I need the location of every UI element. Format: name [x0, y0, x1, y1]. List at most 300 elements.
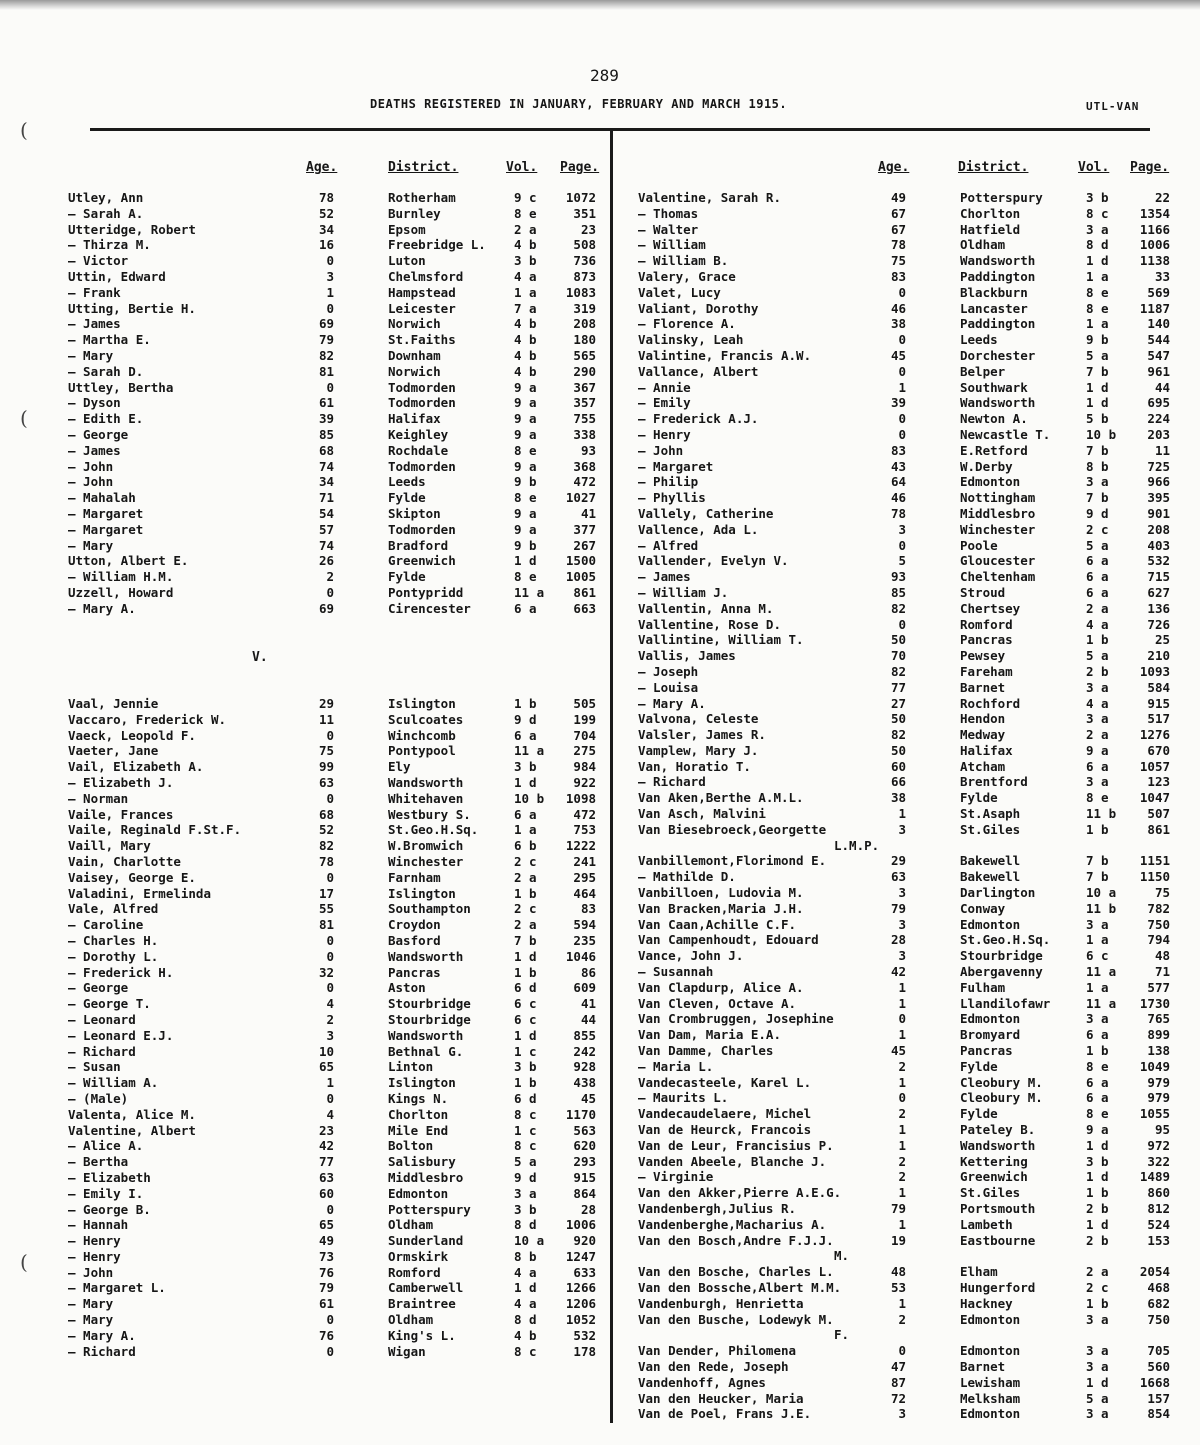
entry-volume: 3 a — [1086, 1406, 1109, 1422]
register-entry-row — [68, 933, 598, 949]
entry-age: 83 — [890, 268, 906, 284]
entry-volume: 1 d — [1086, 1216, 1109, 1232]
register-entry-row — [638, 1011, 1178, 1027]
entry-name: — Philip — [638, 474, 699, 490]
age-header: Age. — [306, 160, 338, 175]
entry-district: Croydon — [388, 917, 441, 933]
entry-volume: 3 a — [1086, 1343, 1109, 1359]
entry-name: Vandecaudelaere, Michel — [638, 1106, 812, 1122]
entry-volume: 2 b — [1086, 1232, 1109, 1248]
register-entry-row — [638, 696, 1178, 712]
entry-age: 71 — [318, 490, 334, 506]
entry-volume: 3 b — [514, 1201, 537, 1217]
entry-volume: 1 b — [1086, 821, 1109, 837]
entry-volume: 6 a — [1086, 569, 1109, 585]
entry-page: 2054 — [1139, 1264, 1170, 1280]
entry-volume: 3 a — [1086, 1358, 1109, 1374]
entry-volume: 2 c — [514, 901, 537, 917]
entry-page: 357 — [573, 395, 596, 411]
entry-age: 85 — [890, 584, 906, 600]
entry-volume: 8 d — [514, 1312, 537, 1328]
entry-age: 1 — [898, 1122, 906, 1138]
entry-volume: 1 a — [1086, 316, 1109, 332]
entry-name: — George — [68, 426, 129, 442]
register-entry-row — [68, 1233, 598, 1249]
entry-district: Winchester — [388, 853, 464, 869]
entry-district: Hatfield — [960, 221, 1021, 237]
entry-name: — Florence A. — [638, 316, 736, 332]
entry-volume: 1 b — [514, 885, 537, 901]
entry-page: 138 — [1147, 1043, 1170, 1059]
entry-volume: 8 e — [514, 490, 537, 506]
entry-name: — Margaret L. — [68, 1280, 166, 1296]
register-entry-row — [638, 1059, 1178, 1075]
entry-age: 50 — [890, 711, 906, 727]
entry-volume: 9 a — [514, 379, 537, 395]
entry-name: Van den Akker,Pierre A.E.G. — [638, 1185, 842, 1201]
entry-name: — William B. — [638, 253, 729, 269]
register-entry-row — [68, 427, 598, 443]
entry-district: Poole — [960, 537, 998, 553]
entry-district: Ely — [388, 759, 411, 775]
register-entry-row — [68, 601, 598, 617]
entry-page: 861 — [573, 584, 596, 600]
entry-district: St.Geo.H.Sq. — [388, 822, 479, 838]
entry-page: 464 — [573, 885, 596, 901]
register-entry-row — [638, 1343, 1178, 1359]
register-entry-row — [638, 838, 1178, 854]
entry-volume: 6 a — [1086, 584, 1109, 600]
entry-district: Fareham — [960, 663, 1013, 679]
register-entry-row — [68, 206, 598, 222]
entry-page: 715 — [1147, 569, 1170, 585]
entry-volume: 10 a — [1086, 885, 1117, 901]
entry-volume: 6 a — [1086, 1074, 1109, 1090]
entry-page: 695 — [1147, 395, 1170, 411]
entry-name: — George B. — [68, 1201, 151, 1217]
entry-page: 1049 — [1139, 1058, 1170, 1074]
entry-district: Farnham — [388, 869, 441, 885]
entry-volume: 11 a — [514, 584, 545, 600]
entry-name: Van de Leur, Francisius P. — [638, 1137, 834, 1153]
binding-hole-mark: ( — [20, 118, 28, 142]
entry-name: — Sarah A. — [68, 205, 144, 221]
entry-volume: 3 a — [1086, 1311, 1109, 1327]
entry-volume: 7 b — [1086, 490, 1109, 506]
entry-volume: 9 d — [514, 1169, 537, 1185]
entry-district: Islington — [388, 885, 456, 901]
entry-district: Middlesbro — [388, 1169, 464, 1185]
entry-volume: 2 a — [514, 869, 537, 885]
entry-name: Vanden Abeele, Blanche J. — [638, 1153, 827, 1169]
entry-name: — Richard — [68, 1343, 136, 1359]
entry-district: Chorlton — [960, 205, 1021, 221]
entry-age: 82 — [318, 838, 334, 854]
entry-name: — Alice A. — [68, 1138, 144, 1154]
register-entry-row — [68, 965, 598, 981]
entries-right — [638, 190, 1178, 1422]
entry-page: 855 — [573, 1027, 596, 1043]
entry-page: 753 — [573, 822, 596, 838]
entry-volume: 9 b — [1086, 332, 1109, 348]
entry-age: 45 — [890, 1043, 906, 1059]
entry-page: 505 — [573, 696, 596, 711]
entry-age: 1 — [898, 1027, 906, 1043]
entry-volume: 2 b — [1086, 663, 1109, 679]
entry-age: 93 — [890, 569, 906, 585]
entry-age: 2 — [898, 1106, 906, 1122]
entry-volume: 5 a — [1086, 347, 1109, 363]
register-entry-row — [638, 316, 1178, 332]
entry-page: 45 — [580, 1090, 596, 1106]
register-entry-row — [68, 775, 598, 791]
entry-page: 178 — [573, 1343, 596, 1359]
entry-page: 507 — [1147, 806, 1170, 822]
entry-age: 48 — [890, 1264, 906, 1280]
entry-name: Utteridge, Robert — [68, 221, 196, 237]
entry-name: — Thirza M. — [68, 237, 151, 253]
entry-age: 46 — [890, 490, 906, 506]
entry-age: 99 — [318, 759, 334, 775]
entry-age: 76 — [318, 1264, 334, 1280]
entry-district: Chorlton — [388, 1106, 449, 1122]
entry-page: 86 — [580, 964, 596, 980]
entry-age: 81 — [318, 917, 334, 933]
entry-age: 0 — [326, 253, 334, 269]
entry-name: — William A. — [68, 1075, 159, 1091]
entry-name: — Mary — [68, 1296, 114, 1312]
entry-age: 42 — [890, 964, 906, 980]
entry-age: 53 — [890, 1279, 906, 1295]
entry-age: 77 — [318, 1154, 334, 1170]
entry-page: 1222 — [565, 838, 596, 854]
entry-age: 78 — [318, 190, 334, 205]
entry-name: Utton, Albert E. — [68, 553, 189, 569]
register-entry-row — [638, 411, 1178, 427]
entry-page: 25 — [1154, 632, 1170, 648]
entry-age: 2 — [326, 1011, 334, 1027]
entry-age: 2 — [898, 1311, 906, 1327]
entry-page: 367 — [573, 379, 596, 395]
entry-page: 1005 — [565, 569, 596, 585]
register-entry-row — [638, 996, 1178, 1012]
entry-name: Van den Busche, Lodewyk M. — [638, 1311, 834, 1327]
entry-name: — Mary — [68, 1312, 114, 1328]
entry-page: 203 — [1147, 426, 1170, 442]
entry-district: St.Faiths — [388, 332, 456, 348]
entry-page: 136 — [1147, 600, 1170, 616]
entry-district: Keighley — [388, 426, 449, 442]
entry-page: 860 — [1147, 1185, 1170, 1201]
entry-page: 928 — [573, 1059, 596, 1075]
entry-name: Vallis, James — [638, 648, 736, 664]
entry-page: 961 — [1147, 363, 1170, 379]
entry-district: Kings N. — [388, 1090, 449, 1106]
register-entry-row — [638, 395, 1178, 411]
entry-name: — Louisa — [638, 679, 699, 695]
entry-age: 67 — [890, 221, 906, 237]
entry-page: 1052 — [565, 1312, 596, 1328]
entry-volume: 6 d — [514, 1090, 537, 1106]
entry-name: Van den Bossche,Albert M.M. — [638, 1279, 842, 1295]
register-entry-row — [638, 980, 1178, 996]
entry-age: 0 — [898, 537, 906, 553]
entry-page: 322 — [1147, 1153, 1170, 1169]
entry-district: Oldham — [960, 237, 1006, 253]
entry-page: 438 — [573, 1075, 596, 1091]
entry-page: 563 — [573, 1122, 596, 1138]
entry-page: 794 — [1147, 932, 1170, 948]
entry-page: 377 — [573, 521, 596, 537]
entry-page: 208 — [573, 316, 596, 332]
entry-age: 74 — [318, 537, 334, 553]
entry-volume: 1 d — [514, 1027, 537, 1043]
register-heading: DEATHS REGISTERED IN JANUARY, FEBRUARY AND MARCH 1915. — [370, 97, 788, 111]
entry-district: Wandsworth — [388, 948, 464, 964]
entry-age: 61 — [318, 395, 334, 411]
register-entry-row — [638, 332, 1178, 348]
entry-age: 79 — [890, 1201, 906, 1216]
entry-name: Vallintine, William T. — [638, 632, 804, 648]
entry-age: 0 — [898, 284, 906, 300]
entry-district: Nottingham — [960, 490, 1036, 506]
register-entry-row — [68, 1012, 598, 1028]
entry-page: 670 — [1147, 742, 1170, 758]
entry-district: Portsmouth — [960, 1201, 1036, 1216]
entry-page: 1170 — [565, 1106, 596, 1122]
entry-name: — Sarah D. — [68, 363, 144, 379]
entry-district: Cleobury M. — [960, 1090, 1043, 1106]
entry-district: Ormskirk — [388, 1248, 449, 1264]
entry-volume: 6 a — [1086, 553, 1109, 569]
entry-district: Hendon — [960, 711, 1006, 727]
page-header: Page. — [1130, 160, 1170, 175]
entry-name: Vandecasteele, Karel L. — [638, 1074, 812, 1090]
entry-volume: 3 a — [1086, 711, 1109, 727]
entry-name: — Mary A. — [68, 1327, 136, 1343]
register-entry-row — [638, 964, 1178, 980]
entry-age: 1 — [898, 1295, 906, 1311]
entry-age: 75 — [890, 253, 906, 269]
entry-district: Stourbridge — [960, 948, 1043, 964]
entry-age: 23 — [318, 1122, 334, 1138]
register-entry-row — [638, 348, 1178, 364]
entry-district: Fylde — [960, 1106, 998, 1122]
entry-name: — Emily I. — [68, 1185, 144, 1201]
entry-page: 1055 — [1139, 1106, 1170, 1122]
entry-district: Aston — [388, 980, 426, 996]
entry-age: 4 — [326, 996, 334, 1012]
entry-volume: 7 b — [1086, 869, 1109, 885]
entry-page: 1093 — [1139, 663, 1170, 679]
entry-age: 3 — [898, 1406, 906, 1422]
entry-page: 44 — [580, 1011, 596, 1027]
entry-name: Van Dender, Philomena — [638, 1343, 797, 1359]
register-entry-row — [68, 1249, 598, 1265]
entry-page: 633 — [573, 1264, 596, 1280]
register-entry-row — [68, 980, 598, 996]
register-entry-row — [68, 443, 598, 459]
entry-page: 750 — [1147, 916, 1170, 932]
register-entry-row — [638, 569, 1178, 585]
entry-page: 403 — [1147, 537, 1170, 553]
entry-name: Van Clapdurp, Alice A. — [638, 979, 804, 995]
entry-district: Wandsworth — [388, 1027, 464, 1043]
entry-page: 22 — [1154, 190, 1170, 205]
entry-page: 726 — [1147, 616, 1170, 632]
entry-page: 208 — [1147, 521, 1170, 537]
entry-page: 984 — [573, 759, 596, 775]
entry-district: Dorchester — [960, 347, 1036, 363]
entry-district: Pewsey — [960, 648, 1006, 664]
scan-top-edge — [0, 0, 1200, 10]
register-entry-row — [68, 854, 598, 870]
entry-age: 85 — [318, 426, 334, 442]
entry-page: 1098 — [565, 790, 596, 806]
entry-district: Pontypridd — [388, 584, 464, 600]
register-entry-row — [68, 759, 598, 775]
entry-district: Edmonton — [960, 1406, 1021, 1422]
entry-volume: 9 c — [514, 190, 537, 205]
entry-age: 54 — [318, 505, 334, 521]
entry-name: — Frederick H. — [68, 964, 174, 980]
entry-age: 79 — [318, 1280, 334, 1296]
entry-age: 32 — [318, 964, 334, 980]
binding-hole-mark: ( — [20, 1250, 28, 1274]
entry-name: — Victor — [68, 253, 129, 269]
entry-page: 95 — [1154, 1122, 1170, 1138]
entry-volume: 7 b — [1086, 853, 1109, 869]
entry-volume: 2 a — [1086, 1264, 1109, 1280]
entry-name: Vaile, Reginald F.St.F. — [68, 822, 242, 838]
register-entry-row — [638, 553, 1178, 569]
entry-page: 854 — [1147, 1406, 1170, 1422]
register-entry-row — [638, 1280, 1178, 1296]
entry-name: — John — [638, 442, 684, 458]
entry-page: 41 — [580, 996, 596, 1012]
entry-district: Greenwich — [388, 553, 456, 569]
entry-district: Bakewell — [960, 853, 1021, 869]
register-entry-row — [68, 696, 598, 712]
entry-age: 69 — [318, 600, 334, 616]
entry-district: Norwich — [388, 316, 441, 332]
entry-volume: 1 a — [514, 822, 537, 838]
entry-name: — Edith E. — [68, 411, 144, 427]
register-entry-row — [68, 1344, 598, 1360]
entry-name: — James — [68, 316, 121, 332]
entry-name: Van Damme, Charles — [638, 1043, 774, 1059]
entry-age: 68 — [318, 442, 334, 458]
entry-volume: 7 b — [1086, 363, 1109, 379]
entry-district: Chelmsford — [388, 268, 464, 284]
entry-district: Hackney — [960, 1295, 1013, 1311]
entry-age: 82 — [318, 347, 334, 363]
entry-volume: 8 c — [514, 1106, 537, 1122]
entry-page: 544 — [1147, 332, 1170, 348]
entry-name: — George T. — [68, 996, 151, 1012]
entry-page: 140 — [1147, 316, 1170, 332]
entry-age: 0 — [326, 948, 334, 964]
entry-volume: 3 b — [514, 1059, 537, 1075]
register-entry-row — [68, 506, 598, 522]
entry-name: — Dorothy L. — [68, 948, 159, 964]
entry-district: Blackburn — [960, 284, 1028, 300]
district-header: District. — [388, 160, 459, 175]
register-entry-row — [638, 190, 1178, 206]
entry-page: 1668 — [1139, 1374, 1170, 1390]
entry-volume: 6 b — [514, 838, 537, 854]
entry-district: Pancras — [960, 632, 1013, 648]
entry-district: Pancras — [388, 964, 441, 980]
entry-name: — Richard — [638, 774, 706, 790]
entry-volume: 3 a — [1086, 1011, 1109, 1027]
entry-volume: 3 b — [1086, 1153, 1109, 1169]
entry-volume: 1 d — [514, 553, 537, 569]
register-entry-row — [68, 1296, 598, 1312]
entry-name: Van Asch, Malvini — [638, 806, 766, 822]
entry-name: — Mahalah — [68, 490, 136, 506]
entry-volume: 9 a — [514, 411, 537, 427]
entry-name: Valentine, Sarah R. — [638, 190, 781, 205]
register-entry-row — [638, 632, 1178, 648]
entry-district: Eastbourne — [960, 1232, 1036, 1248]
entry-district: Romford — [388, 1264, 441, 1280]
register-entry-row — [68, 364, 598, 380]
entry-name: Uttin, Edward — [68, 268, 166, 284]
entry-age: 0 — [898, 1343, 906, 1359]
entry-age: 72 — [890, 1390, 906, 1406]
entry-name: Valinsky, Leah — [638, 332, 744, 348]
register-entry-row — [638, 1027, 1178, 1043]
entry-page: 560 — [1147, 1358, 1170, 1374]
entry-district: Salisbury — [388, 1154, 456, 1170]
entry-age: 38 — [890, 790, 906, 806]
entry-district: Wandsworth — [960, 395, 1036, 411]
register-entry-row — [638, 917, 1178, 933]
entry-name: — William — [638, 237, 706, 253]
register-entry-row — [68, 870, 598, 886]
entry-age: 79 — [890, 900, 906, 916]
register-entry-row — [68, 1186, 598, 1202]
entry-district: Edmonton — [960, 1343, 1021, 1359]
register-entry-row — [638, 806, 1178, 822]
entry-age: 27 — [890, 695, 906, 711]
entry-page: 812 — [1147, 1201, 1170, 1216]
entry-page: 1151 — [1139, 853, 1170, 869]
entry-name: Valet, Lucy — [638, 284, 721, 300]
entry-district: Bromyard — [960, 1027, 1021, 1043]
entry-age: 28 — [890, 932, 906, 948]
entry-page: 864 — [573, 1185, 596, 1201]
entry-volume: 1 d — [1086, 253, 1109, 269]
page-number: 289 — [590, 66, 619, 85]
entry-age: 1 — [898, 1216, 906, 1232]
entry-volume: 8 b — [1086, 458, 1109, 474]
entry-volume: 6 c — [514, 996, 537, 1012]
entry-name: L.M.P. — [834, 837, 880, 853]
entry-name: Vallely, Catherine — [638, 505, 774, 521]
entry-name: Vallender, Evelyn V. — [638, 553, 789, 569]
entry-volume: 2 b — [1086, 1201, 1109, 1216]
entry-name: Valintine, Francis A.W. — [638, 347, 812, 363]
entry-volume: 9 a — [514, 458, 537, 474]
entry-age: 1 — [898, 379, 906, 395]
header-rule — [90, 128, 1150, 131]
entry-volume: 4 a — [1086, 616, 1109, 632]
entry-district: St.Giles — [960, 821, 1021, 837]
entry-name: — James — [638, 569, 691, 585]
entry-volume: 6 a — [1086, 758, 1109, 774]
